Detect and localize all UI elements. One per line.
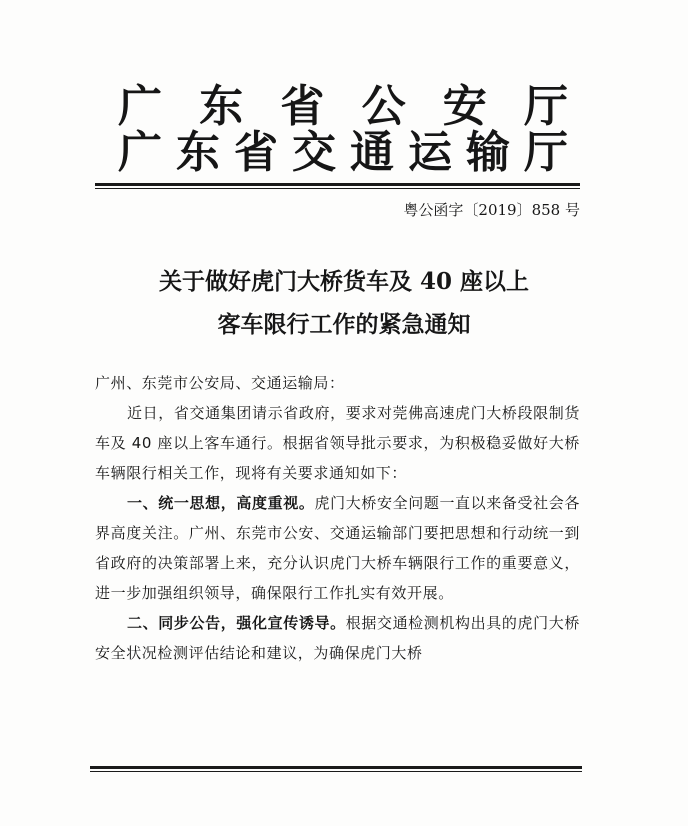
document-body: [95, 368, 580, 668]
section-2-paragraph: [95, 608, 580, 668]
section-1-paragraph: [95, 488, 580, 608]
issuer-public-security: 广 东 省 公 安 厅: [118, 81, 568, 132]
footer-divider-thick: [90, 766, 582, 769]
issuer-transport: 广东省交通运输厅: [118, 127, 568, 178]
footer-divider-thin: [90, 771, 582, 772]
section-2-heading: 二、同步公告，强化宣传诱导。: [127, 614, 346, 632]
section-1-heading: 一、统一思想，高度重视。: [127, 494, 315, 512]
header-divider-thick: [95, 183, 580, 186]
document-title-line-2: 客车限行工作的紧急通知: [217, 311, 471, 338]
document-title-line-1: 关于做好虎门大桥货车及 40 座以上: [158, 268, 530, 295]
intro-paragraph: 近日，省交通集团请示省政府，要求对莞佛高速虎门大桥段限制货车及 40 座以上客车通行。根据省领导批示要求，为积极稳妥做好大桥车辆限行相关工作，现将有关要求通知如下：: [95, 404, 580, 482]
document-number: 粤公函字〔2019〕858 号: [403, 201, 580, 219]
salutation: 广州、东莞市公安局、交通运输局：: [95, 374, 345, 392]
section-2-text: 根据交通检测机构出具的虎门大桥安全状况检测评估结论和建议，为确保虎门大桥: [95, 614, 580, 662]
header-divider-thin: [95, 188, 580, 189]
section-1-text: 虎门大桥安全问题一直以来备受社会各界高度关注。广州、东莞市公安、交通运输部门要把思想和行动统一到省政府的决策部署上来，充分认识虎门大桥车辆限行工作的重要意义，进一步加强组织领导，确保限行工作扎实有效开展。: [95, 494, 581, 602]
